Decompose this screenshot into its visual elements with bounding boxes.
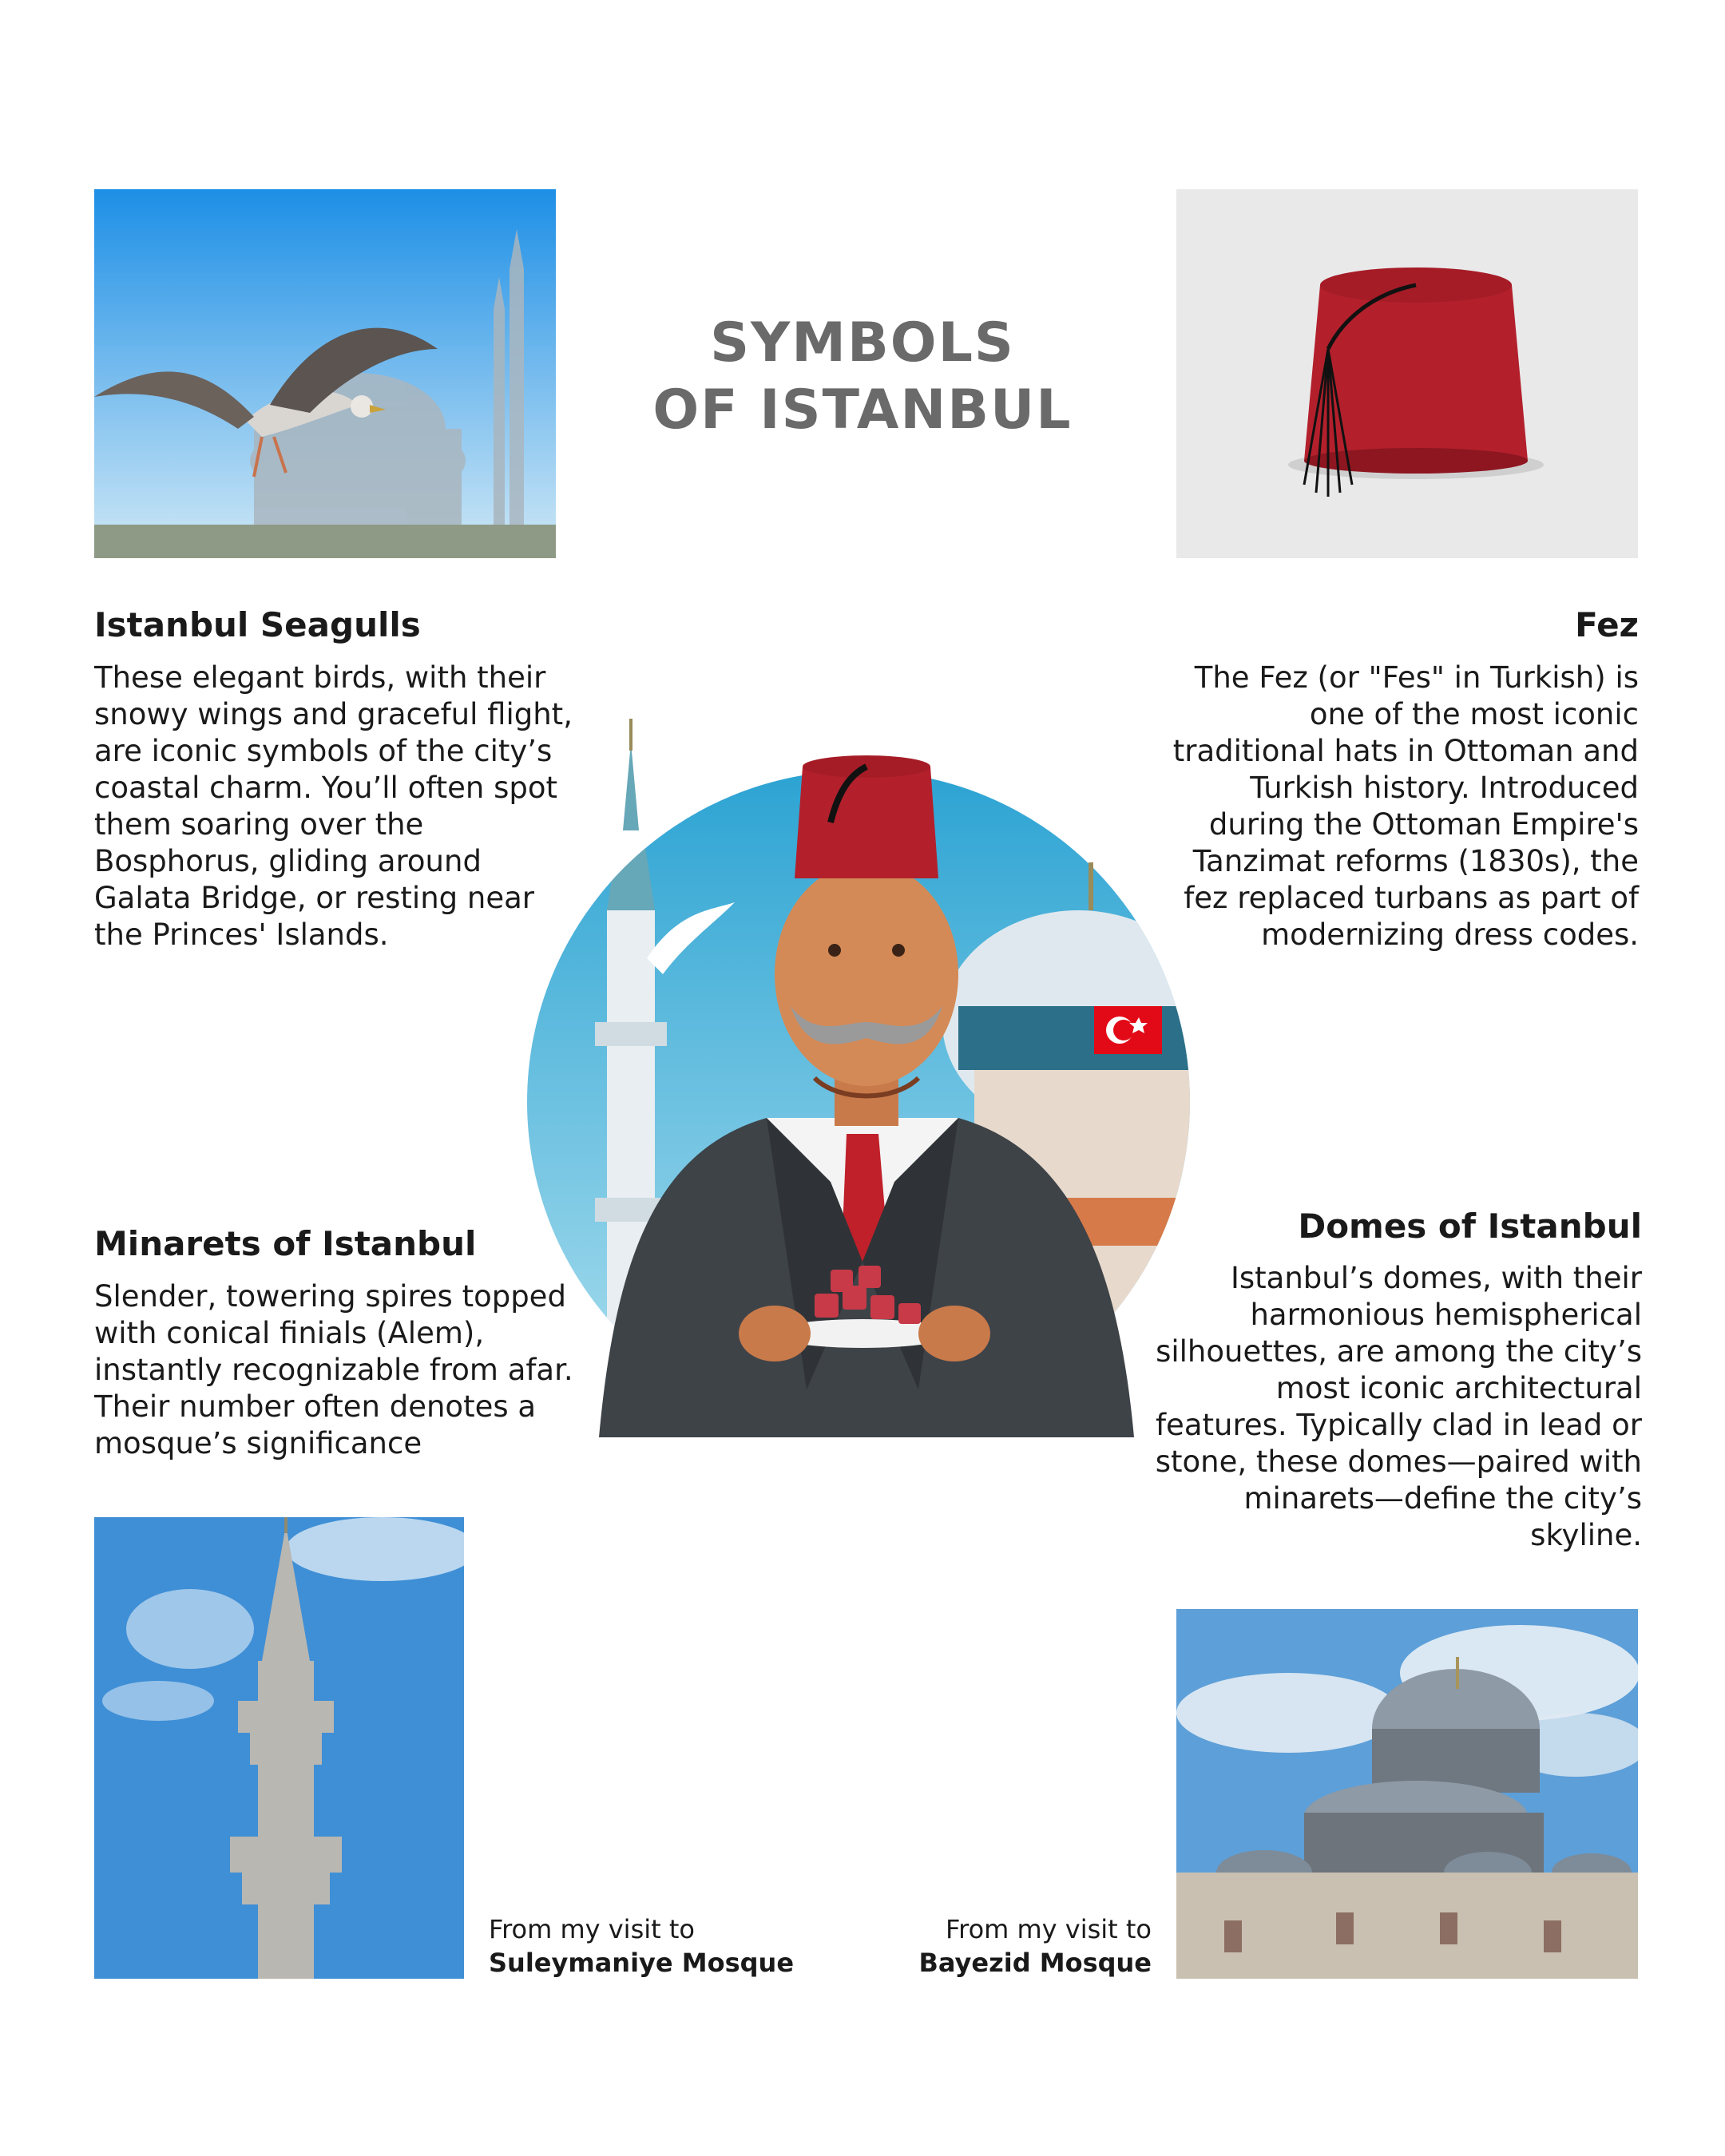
title-line-1: SYMBOLS	[710, 311, 1015, 375]
right-caption-line-2: Bayezid Mosque	[918, 1948, 1152, 1978]
domes-description: Istanbul’s domes, with their harmonious hemispherical silhouettes, are among the city’s most iconic architectural features. Typically clad in lead or stone, these domes—paired with minarets—define the city’s skyline.	[1155, 1261, 1642, 1552]
left-caption-line-1: From my visit to	[489, 1914, 695, 1944]
suleymaniye-caption	[489, 1912, 824, 1980]
minaret-photo	[94, 1517, 464, 1979]
page-title	[607, 310, 1118, 444]
turkish-flag-icon	[1094, 1006, 1162, 1054]
bayezid-caption	[831, 1912, 1152, 1980]
fez-heading: Fez	[1575, 605, 1639, 644]
fez-description: The Fez (or "Fes" in Turkish) is one of the most iconic traditional hats in Ottoman and Turkish history. Introduced during the Ottoman Empire's Tanzimat reforms (1830s), the fez replaced turbans as part of modernizing dress codes.	[1172, 660, 1639, 952]
man-with-fez-illustration	[527, 703, 1198, 1437]
fez-icon	[1304, 268, 1528, 497]
fez-photo	[1176, 189, 1638, 558]
title-line-2: OF ISTANBUL	[652, 378, 1073, 442]
minarets-description: Slender, towering spires topped with conical finials (Alem), instantly recognizable from afar. Their number often denotes a mosque’s significance	[94, 1279, 573, 1460]
minarets-heading: Minarets of Istanbul	[94, 1224, 477, 1263]
seagulls-heading: Istanbul Seagulls	[94, 605, 421, 644]
left-caption-line-2: Suleymaniye Mosque	[489, 1948, 795, 1978]
domes-heading: Domes of Istanbul	[1298, 1207, 1642, 1246]
dome-photo	[1176, 1609, 1638, 1979]
seagull-photo	[94, 189, 556, 558]
right-caption-line-1: From my visit to	[946, 1914, 1152, 1944]
seagulls-description: These elegant birds, with their snowy wings and graceful flight, are iconic symbols of the city’s coastal charm. You’ll often spot them soaring over the Bosphorus, gliding around Galata Bridge, or resting near the Princes' Islands.	[94, 660, 573, 952]
